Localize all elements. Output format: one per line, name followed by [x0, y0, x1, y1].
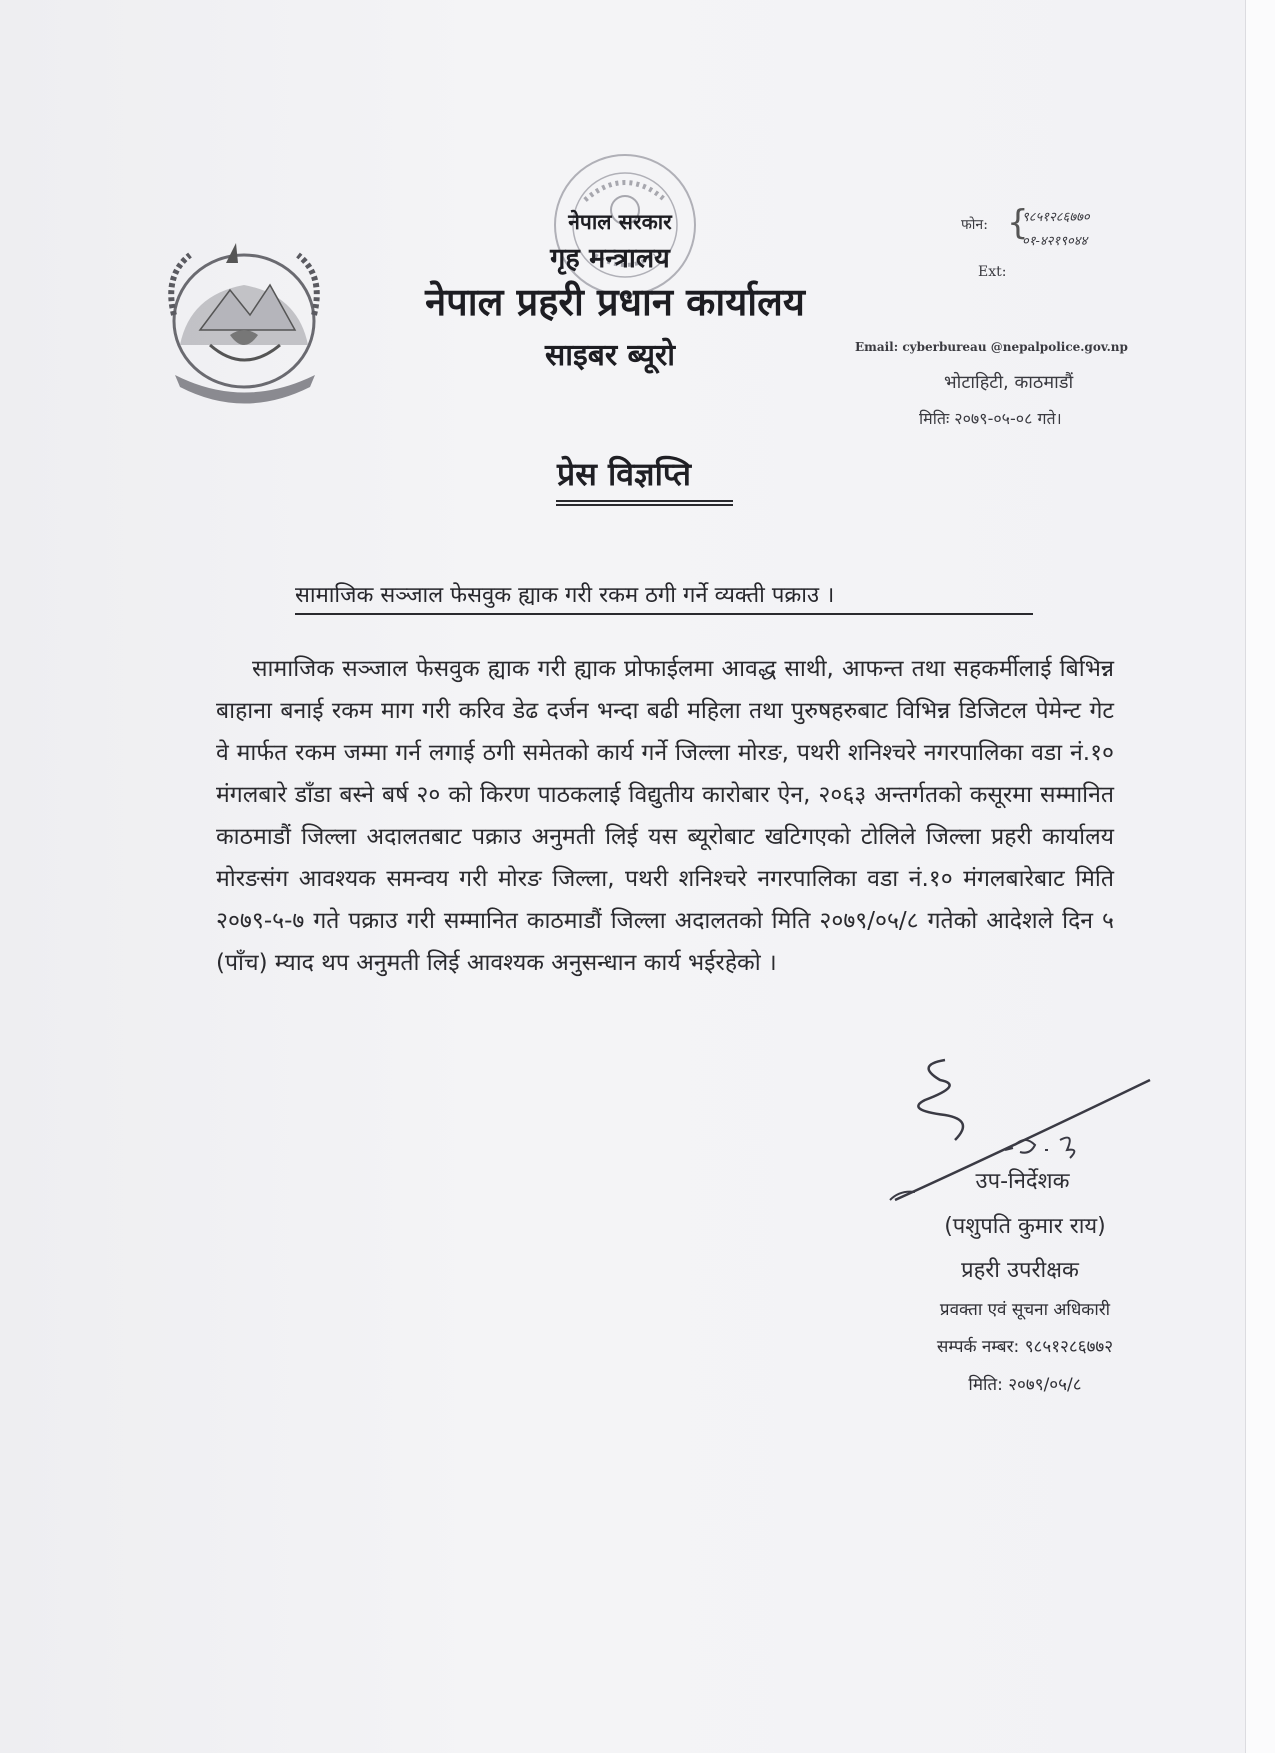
- signatory-name: (पशुपति कुमार राय): [944, 1214, 1106, 1239]
- document-title: प्रेस विज्ञप्ति: [557, 455, 691, 493]
- phone-brace: {: [1007, 203, 1029, 243]
- office-address: भोटाहिटी, काठमाडौं: [944, 372, 1074, 393]
- signatory-rank: प्रहरी उपरीक्षक: [961, 1258, 1079, 1283]
- signatory-date: मिति: २०७९/०५/८: [968, 1375, 1082, 1395]
- email-address: Email: cyberbureau @nepalpolice.gov.np: [855, 340, 1128, 354]
- phone-number-2: ०१-४२१९०४४: [1022, 234, 1088, 249]
- nepal-emblem-icon: [150, 235, 338, 405]
- signatory-contact: सम्पर्क नम्बर: ९८५१२८६७७२: [936, 1337, 1114, 1357]
- body-paragraph: सामाजिक सञ्जाल फेसवुक ह्याक गरी ह्याक प्रोफाईलमा आवद्ध साथी, आफन्त तथा सहकर्मीलाई बिभिन्न बाहाना बनाई रकम माग गरी करिव डेढ दर्जन भन्दा बढी महिला तथा पुरुषहरुबाट विभिन्न डिजिटल पेमेन्ट गेट वे मार्फत रकम जम्मा गर्न लगाई ठगी समेतको कार्य गर्ने जिल्ला मोरङ, पथरी शनिश्चरे नगरपालिका वडा नं.१० मंगलबारे डाँडा बस्ने बर्ष २० को किरण पाठकलाई विद्युतीय कारोबार ऐन, २०६३ अन्तर्गतको कसूरमा सम्मानित काठमाडौं जिल्ला अदालतबाट पक्राउ अनुमती लिई यस ब्यूरोबाट खटिगएको टोलिले जिल्ला प्रहरी कार्यालय मोरङसंग आवश्यक समन्वय गरी मोरङ जिल्ला, पथरी शनिश्चरे नगरपालिका वडा नं.१० मंगलबारेबाट मिति २०७९-५-७ गते पक्राउ गरी सम्मानित काठमाडौं जिल्ला अदालतको मिति २०७९/०५/८ गतेको आदेशले दिन ५ (पाँच) म्याद थप अनुमती लिई आवश्यक अनुसन्धान कार्य भईरहेको ।: [216, 656, 1114, 976]
- phone-number-1: ९८५१२८६७७०: [1022, 210, 1090, 225]
- extension-label: Ext:: [978, 264, 1007, 280]
- signatory-role: प्रवक्ता एवं सूचना अधिकारी: [939, 1300, 1111, 1320]
- title-underline-2: [556, 504, 733, 506]
- title-underline: [556, 500, 733, 502]
- subject-line: सामाजिक सञ्जाल फेसवुक ह्याक गरी रकम ठगी गर्ने व्यक्ती पक्राउ ।: [295, 579, 1033, 615]
- office-name: नेपाल प्रहरी प्रधान कार्यालय: [425, 280, 805, 324]
- bureau-name: साइबर ब्यूरो: [544, 338, 676, 373]
- ministry-name: गृह मन्त्रालय: [550, 243, 670, 274]
- paper-edge: [1245, 0, 1275, 1753]
- government-name: नेपाल सरकार: [568, 210, 672, 234]
- signatory-designation: उप-निर्देशक: [975, 1169, 1070, 1194]
- letter-date: मितिः २०७९-०५-०८ गते।: [919, 409, 1062, 428]
- phone-label: फोन:: [961, 217, 988, 233]
